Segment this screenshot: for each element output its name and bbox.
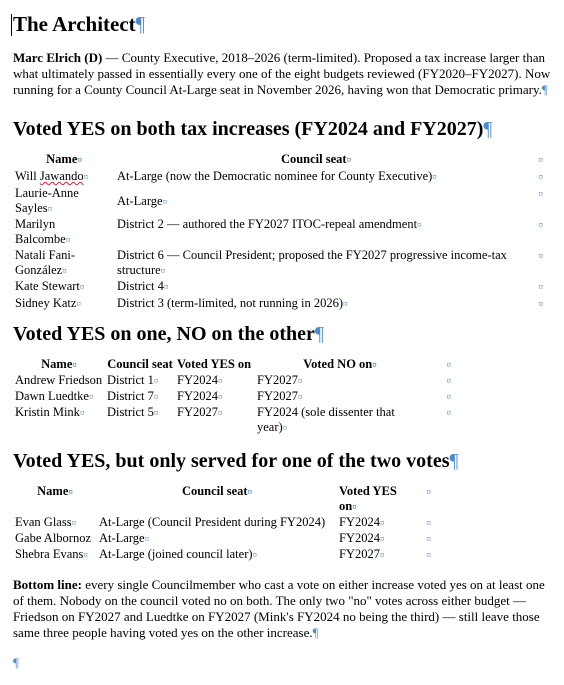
table-header-row xyxy=(13,152,545,169)
bottom-line-label: Bottom line: xyxy=(13,577,82,592)
row-end-mark: ¤ xyxy=(446,408,451,418)
row-end-mark: ¤ xyxy=(426,487,431,497)
column-header-seat: Council seat¤ xyxy=(280,152,352,166)
heading-voted-yes-partial xyxy=(13,448,553,474)
cell-name: Shebra Evans¤ xyxy=(15,547,88,561)
row-end-mark: ¤ xyxy=(538,189,543,199)
empty-paragraph xyxy=(13,655,553,671)
table-row xyxy=(13,169,545,186)
table-row xyxy=(13,296,545,313)
heading-voted-split xyxy=(13,321,553,347)
cell-seat: District 4¤ xyxy=(117,279,169,293)
pilcrow-mark: ¶ xyxy=(312,625,319,640)
cell-yes: FY2024¤ xyxy=(339,531,385,545)
cell-seat: District 7¤ xyxy=(107,389,159,403)
cell-seat: At-Large (now the Democratic nominee for County Executive)¤ xyxy=(117,169,437,183)
table-row xyxy=(13,186,545,217)
table-row xyxy=(13,531,433,547)
row-end-mark: ¤ xyxy=(426,550,431,560)
column-header-yes: Voted YES on xyxy=(177,357,252,371)
cell-name: Evan Glass¤ xyxy=(15,515,77,529)
row-end-mark: ¤ xyxy=(538,155,543,165)
document-page[interactable] xyxy=(13,10,553,671)
pilcrow-mark: ¶ xyxy=(314,323,324,345)
cell-yes: FY2027¤ xyxy=(177,405,223,419)
cell-name: Marilyn Balcombe¤ xyxy=(15,217,71,246)
table-row xyxy=(13,389,453,405)
table-row xyxy=(13,515,433,531)
table-row xyxy=(13,373,453,389)
cell-seat: District 6 — Council President; proposed the FY2027 progressive income-tax structure¤ xyxy=(117,248,507,277)
page-title-text: The Architect xyxy=(13,12,136,36)
cell-seat: District 1¤ xyxy=(107,373,159,387)
table-row xyxy=(13,279,545,296)
table-row xyxy=(13,405,453,436)
cell-no: FY2027¤ xyxy=(257,389,303,403)
table-header-row xyxy=(13,357,453,373)
architect-text: — County Executive, 2018–2026 (term-limited). Proposed a tax increase larger than what ultimately passed in essentially every one of the eight budgets reviewed (FY2020–FY2027). Now running for a County Council At-Large seat in November 2026, having won that Democratic primary. xyxy=(13,50,551,97)
architect-name: Marc Elrich (D) xyxy=(13,50,103,65)
pilcrow-mark: ¶ xyxy=(449,450,459,472)
cell-name: Dawn Luedtke¤ xyxy=(15,389,94,403)
cell-seat: At-Large (joined council later)¤ xyxy=(99,547,258,561)
pilcrow-mark: ¶ xyxy=(541,82,548,97)
heading-text: Voted YES on one, NO on the other xyxy=(13,323,315,345)
cell-name: Andrew Friedson xyxy=(15,373,103,387)
table-row xyxy=(13,217,545,248)
pilcrow-mark: ¶ xyxy=(483,118,493,140)
row-end-mark: ¤ xyxy=(538,251,543,261)
page-title xyxy=(13,10,553,38)
cell-yes: FY2024¤ xyxy=(177,389,223,403)
column-header-seat: Council seat xyxy=(107,357,173,371)
yes-both-table xyxy=(13,152,545,313)
column-header-no: Voted NO on¤ xyxy=(303,357,377,371)
cell-seat: At-Large¤ xyxy=(99,531,150,545)
row-end-mark: ¤ xyxy=(426,534,431,544)
cell-name: Laurie-Anne Sayles¤ xyxy=(15,186,79,215)
row-end-mark: ¤ xyxy=(446,392,451,402)
cell-seat: District 2 — authored the FY2027 ITOC-repeal amendment¤ xyxy=(117,217,422,231)
cell-name: Natali Fani-González¤ xyxy=(15,248,76,277)
cell-name: Kate Stewart¤ xyxy=(15,279,85,293)
architect-paragraph xyxy=(13,50,553,98)
cell-name: Sidney Katz¤ xyxy=(15,296,81,310)
cell-seat: At-Large¤ xyxy=(117,193,168,208)
cell-name: Kristin Mink¤ xyxy=(15,405,85,419)
column-header-name: Name¤ xyxy=(46,152,82,166)
cell-no: FY2027¤ xyxy=(257,373,303,387)
row-end-mark: ¤ xyxy=(538,172,543,182)
text-cursor xyxy=(11,14,12,36)
column-header-yes: Voted YES on¤ xyxy=(339,484,397,513)
row-end-mark: ¤ xyxy=(538,220,543,230)
cell-yes: FY2024¤ xyxy=(339,515,385,529)
cell-no: FY2024 (sole dissenter that year)¤ xyxy=(257,405,395,434)
table-row xyxy=(13,248,545,279)
row-end-mark: ¤ xyxy=(426,518,431,528)
row-end-mark: ¤ xyxy=(538,282,543,292)
cell-yes: FY2027¤ xyxy=(339,547,385,561)
bottom-line-paragraph xyxy=(13,577,553,641)
heading-voted-yes-both xyxy=(13,116,553,142)
column-header-seat: Council seat¤ xyxy=(181,484,253,498)
bottom-line-text: every single Councilmember who cast a vote on either increase voted yes on at least one of them. Nobody on the council voted no on both. The only two "no" votes across either budget — Friedson on FY2027 and Luedtke on FY2027 (Mink's FY2024 no being the third) — still leave those same three people having voted yes on the other increase. xyxy=(13,577,545,640)
cell-name: Gabe Albornoz xyxy=(15,531,92,545)
column-header-name: Name¤ xyxy=(41,357,77,371)
heading-text: Voted YES, but only served for one of the two votes xyxy=(13,450,450,472)
pilcrow-mark: ¶ xyxy=(13,655,19,670)
table-header-row xyxy=(13,484,433,515)
partial-service-table xyxy=(13,484,433,563)
cell-name: Will Jawando¤ xyxy=(15,169,89,183)
row-end-mark: ¤ xyxy=(446,376,451,386)
cell-yes: FY2024¤ xyxy=(177,373,223,387)
split-vote-table xyxy=(13,357,453,436)
column-header-name: Name¤ xyxy=(37,484,73,498)
cell-seat: District 3 (term-limited, not running in 2026)¤ xyxy=(117,296,348,310)
row-end-mark: ¤ xyxy=(446,360,451,370)
heading-text: Voted YES on both tax increases (FY2024 and FY2027) xyxy=(13,118,484,140)
table-row xyxy=(13,547,433,563)
misspelled-word: Jawando xyxy=(39,169,84,183)
cell-seat: District 5¤ xyxy=(107,405,159,419)
cell-seat: At-Large (Council President during FY2024) xyxy=(99,515,326,529)
pilcrow-mark: ¶ xyxy=(135,12,146,36)
row-end-mark: ¤ xyxy=(538,299,543,309)
